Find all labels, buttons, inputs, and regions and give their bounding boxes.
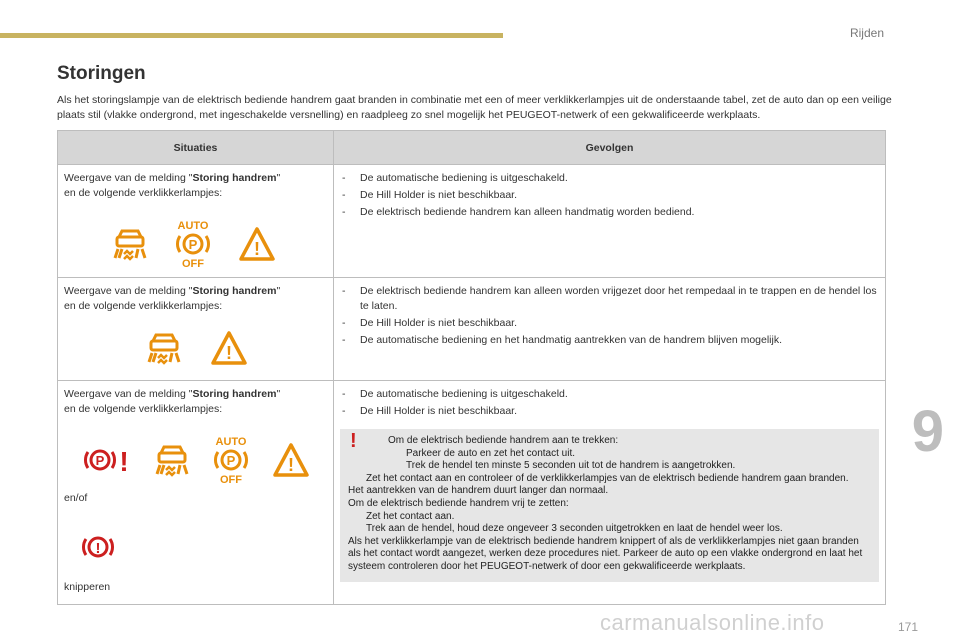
list-item: - De automatische bediening en het handmatig aantrekken van de handrem blijven mogelijk. [340,333,879,348]
list-item: - De elektrisch bediende handrem kan alleen worden vrijgezet door het rempedaal in te trappen en de hendel los te laten. [340,284,879,314]
and-or-label: en/of [64,492,88,504]
warning-lamps [64,217,327,271]
auto-off-brake-icon [174,219,212,269]
list-item: - De Hill Holder is niet beschikbaar. [340,316,879,331]
situation-cell [58,381,334,605]
warning-triangle-icon [272,442,310,478]
malfunction-table [57,130,886,605]
hand-pointer-icon [348,523,366,536]
message-line: Weergave van de melding "Storing handrem" [64,285,281,297]
message-line-2: en de volgende verklikkerlampjes: [64,300,223,312]
warning-lamps [64,435,327,485]
header-accent-bar [0,33,503,38]
list-item: - De automatische bediening is uitgeschakeld. [340,171,879,186]
list-item: - De Hill Holder is niet beschikbaar. [340,188,879,203]
hand-pointer-icon [348,511,366,524]
note-line: Zet het contact aan en controleer of de verklikkerlampjes van de elektrisch bediende handrem gaan branden. [348,473,871,486]
hand-pointer-icon [348,473,366,486]
consequence-cell [334,165,886,278]
message-line: Weergave van de melding "Storing handrem" [64,388,281,400]
col-gevolgen: Gevolgen [334,131,886,165]
table-row [58,381,886,605]
list-item: - De Hill Holder is niet beschikbaar. [340,404,879,419]
svg-text:!: ! [95,540,101,557]
hill-holder-fault-icon [146,331,182,365]
table-row [58,278,886,381]
blink-label: knipperen [64,581,111,593]
note-line: Parkeer de auto en zet het contact uit. [348,448,871,461]
warning-lamps [64,326,327,370]
list-item: - De elektrisch bediende handrem kan alleen handmatig worden bediend. [340,205,879,220]
consequence-cell [334,278,886,381]
blinking-brake-alert-icon [80,530,116,564]
note-line: Als het verklikkerlampje van de elektrisch bediende handrem knippert of als de verklikkerlampjes niet gaan branden als het contact wordt aangezet, werken deze procedures niet. Parkeer de auto op een vlakke ondergrond en laat het systeem controleren door het PEUGEOT-netwerk of door een gekwalificeerde werkplaats. [348,535,863,572]
svg-text:OFF: OFF [182,258,204,269]
warning-note-box [340,429,879,582]
message-line-2: en de volgende verklikkerlampjes: [64,187,223,199]
consequence-cell [334,381,886,605]
note-line: Trek de hendel ten minste 5 seconden uit tot de handrem is aangetrokken. [348,460,871,473]
page-title: Storingen [57,63,146,84]
table-header-row [58,131,886,165]
warning-triangle-icon [210,330,248,366]
warning-triangle-icon [238,226,276,262]
auto-off-brake-icon [212,435,250,485]
note-line: Trek aan de hendel, houd deze ongeveer 3 seconden uitgetrokken en laat de hendel weer los. [348,523,871,536]
note-line: Om de elektrisch bediende handrem aan te trekken: [388,435,619,446]
list-item: - De automatische bediening is uitgeschakeld. [340,387,879,402]
svg-text:P: P [95,453,105,468]
hand-pointer-icon [388,460,406,473]
svg-text:P: P [226,453,236,468]
situation-cell [58,278,334,381]
svg-text:AUTO: AUTO [215,436,247,448]
page-number: 171 [897,620,918,634]
svg-text:P: P [188,237,198,252]
exclamation-icon: ! [350,430,357,452]
intro-text: Als het storingslampje van de elektrisch bediende handrem gaat branden in combinatie met een of meer verklikkerlampjes uit de onderstaande tabel, zet de auto dan op een veilige plaats stil (vlakke ondergrond, met ingeschakelde versnelling) en raadpleeg zo snel mogelijk het PEUGEOT-netwerk of een gekwalificeerde werkplaats. [57,94,892,121]
svg-text:AUTO: AUTO [177,220,209,232]
hill-holder-fault-icon [112,227,148,261]
chapter-number: 9 [911,399,944,464]
watermark: carmanualsonline.info [600,610,825,635]
brake-fault-icon [82,443,132,477]
table-row [58,165,886,278]
note-line: Het aantrekken van de handrem duurt langer dan normaal. [348,485,609,497]
col-situaties: Situaties [58,131,334,165]
note-line: Om de elektrisch bediende handrem vrij te zetten: [348,497,569,509]
svg-text:!: ! [226,343,232,363]
svg-text:OFF: OFF [220,474,242,485]
svg-text:!: ! [119,446,129,477]
hill-holder-fault-icon [154,443,190,477]
situation-cell [58,165,334,278]
hand-pointer-icon [388,448,406,461]
message-line: Weergave van de melding "Storing handrem" [64,172,281,184]
svg-text:!: ! [288,455,294,475]
svg-text:!: ! [254,239,260,259]
section-label: Rijden [849,26,884,40]
message-line-2: en de volgende verklikkerlampjes: [64,403,223,415]
note-line: Zet het contact aan. [348,511,871,524]
